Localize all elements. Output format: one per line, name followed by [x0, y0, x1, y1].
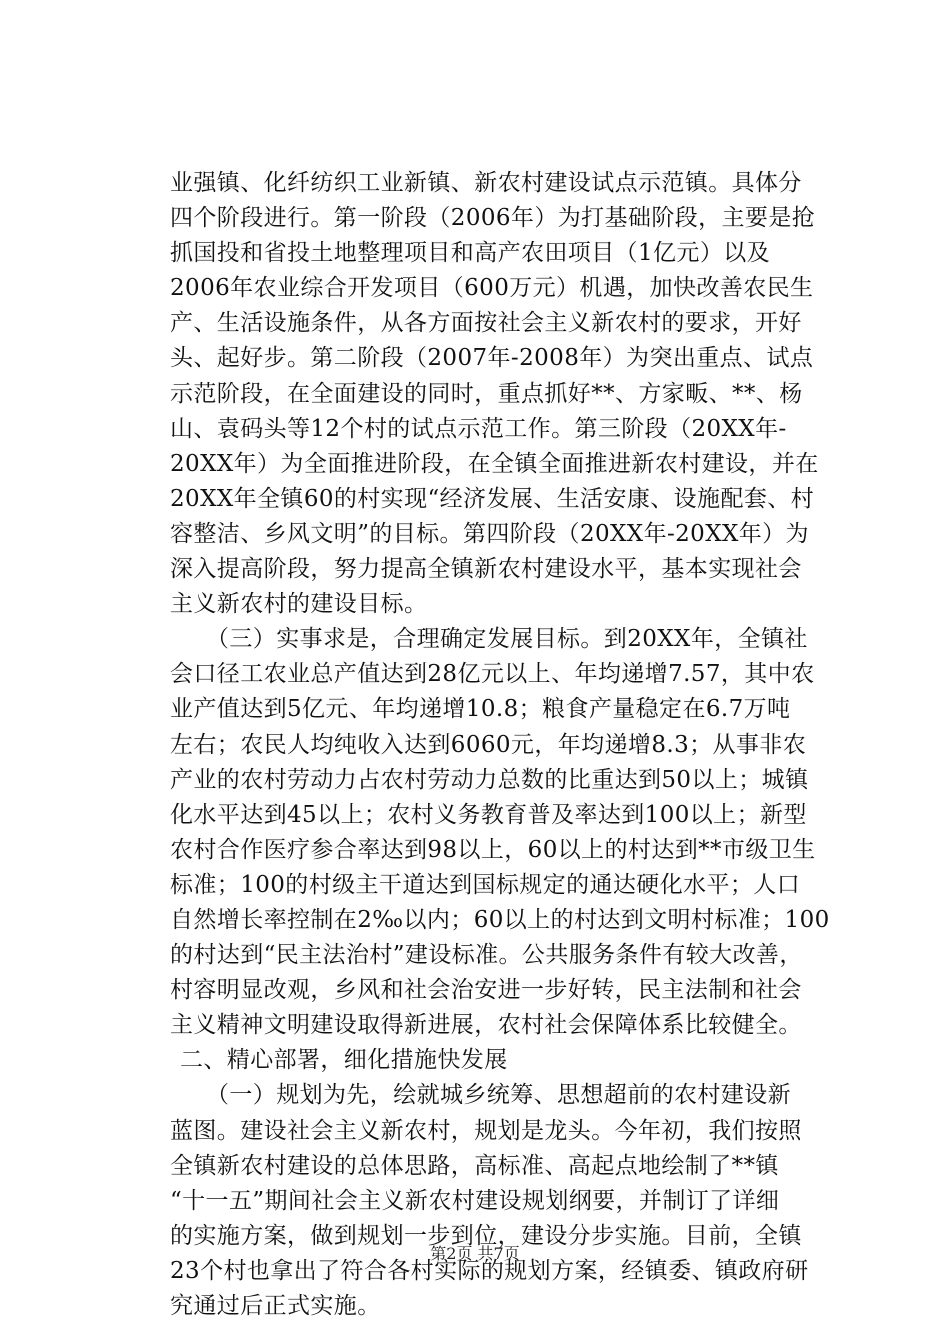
text-line: 示范阶段，在全面建设的同时，重点抓好**、方家畈、**、杨	[170, 380, 803, 407]
section-heading: 二、精心部署，细化措施快发展	[180, 1047, 508, 1074]
text-line: 产业的农村劳动力占农村劳动力总数的比重达到50以上；城镇	[170, 766, 809, 793]
text-line: 村容明显改观，乡风和社会治安进一步好转，民主法制和社会	[170, 977, 802, 1004]
paragraph-start-line: （三）实事求是，合理确定发展目标。到20XX年，全镇社	[206, 626, 808, 653]
text-line: 自然增长率控制在2‰以内；60以上的村达到文明村标准；100	[170, 906, 830, 933]
text-line: 农村合作医疗参合率达到98以上，60以上的村达到**市级卫生	[170, 836, 816, 863]
text-line: “十一五”期间社会主义新农村建设规划纲要，并制订了详细	[170, 1187, 780, 1214]
text-line: 究通过后正式实施。	[170, 1293, 381, 1319]
text-line: 的实施方案，做到规划一步到位，建设分步实施。目前，全镇	[170, 1222, 802, 1249]
text-line: 容整洁、乡风文明”的目标。第四阶段（20XX年-20XX年）为	[170, 520, 809, 547]
text-line: 产、生活设施条件，从各方面按社会主义新农村的要求，开好	[170, 310, 802, 337]
text-line: 抓国投和省投土地整理项目和高产农田项目（1亿元）以及	[170, 240, 771, 267]
text-line: 的村达到“民主法治村”建设标准。公共服务条件有较大改善，	[170, 942, 803, 969]
paragraph-start-line: （一）规划为先，绘就城乡统筹、思想超前的农村建设新	[206, 1082, 791, 1109]
text-line: 化水平达到45以上；农村义务教育普及率达到100以上；新型	[170, 801, 807, 828]
text-line: 山、袁码头等12个村的试点示范工作。第三阶段（20XX年-	[170, 415, 787, 442]
text-line: 20XX年）为全面推进阶段，在全镇全面推进新农村建设，并在	[170, 450, 819, 477]
text-line: 标准；100的村级主干道达到国标规定的通达硬化水平；人口	[170, 871, 801, 898]
text-line: 23个村也拿出了符合各村实际的规划方案，经镇委、镇政府研	[170, 1257, 809, 1284]
text-line: 四个阶段进行。第一阶段（2006年）为打基础阶段，主要是抢	[170, 205, 816, 232]
text-line: 头、起好步。第二阶段（2007年-2008年）为突出重点、试点	[170, 345, 814, 372]
text-line: 业强镇、化纤纺织工业新镇、新农村建设试点示范镇。具体分	[170, 170, 802, 196]
text-line: 深入提高阶段，努力提高全镇新农村建设水平，基本实现社会	[170, 556, 802, 583]
document-body	[170, 166, 850, 1324]
text-line: 20XX年全镇60的村实现“经济发展、生活安康、设施配套、村	[170, 485, 815, 512]
text-line: 会口径工农业总产值达到28亿元以上、年均递增7.57，其中农	[170, 661, 815, 688]
text-line: 左右；农民人均纯收入达到6060元，年均递增8.3；从事非农	[170, 731, 807, 758]
text-line: 2006年农业综合开发项目（600万元）机遇，加快改善农民生	[170, 275, 814, 302]
text-line: 业产值达到5亿元、年均递增10.8；粮食产量稳定在6.7万吨	[170, 696, 791, 723]
text-line: 主义精神文明建设取得新进展，农村社会保障体系比较健全。	[170, 1012, 802, 1039]
text-line: 主义新农村的建设目标。	[170, 591, 428, 618]
page-number-footer: 第2页 共7页	[430, 1244, 520, 1263]
text-line: 全镇新农村建设的总体思路，高标准、高起点地绘制了**镇	[170, 1152, 779, 1179]
text-line: 蓝图。建设社会主义新农村，规划是龙头。今年初，我们按照	[170, 1117, 802, 1144]
